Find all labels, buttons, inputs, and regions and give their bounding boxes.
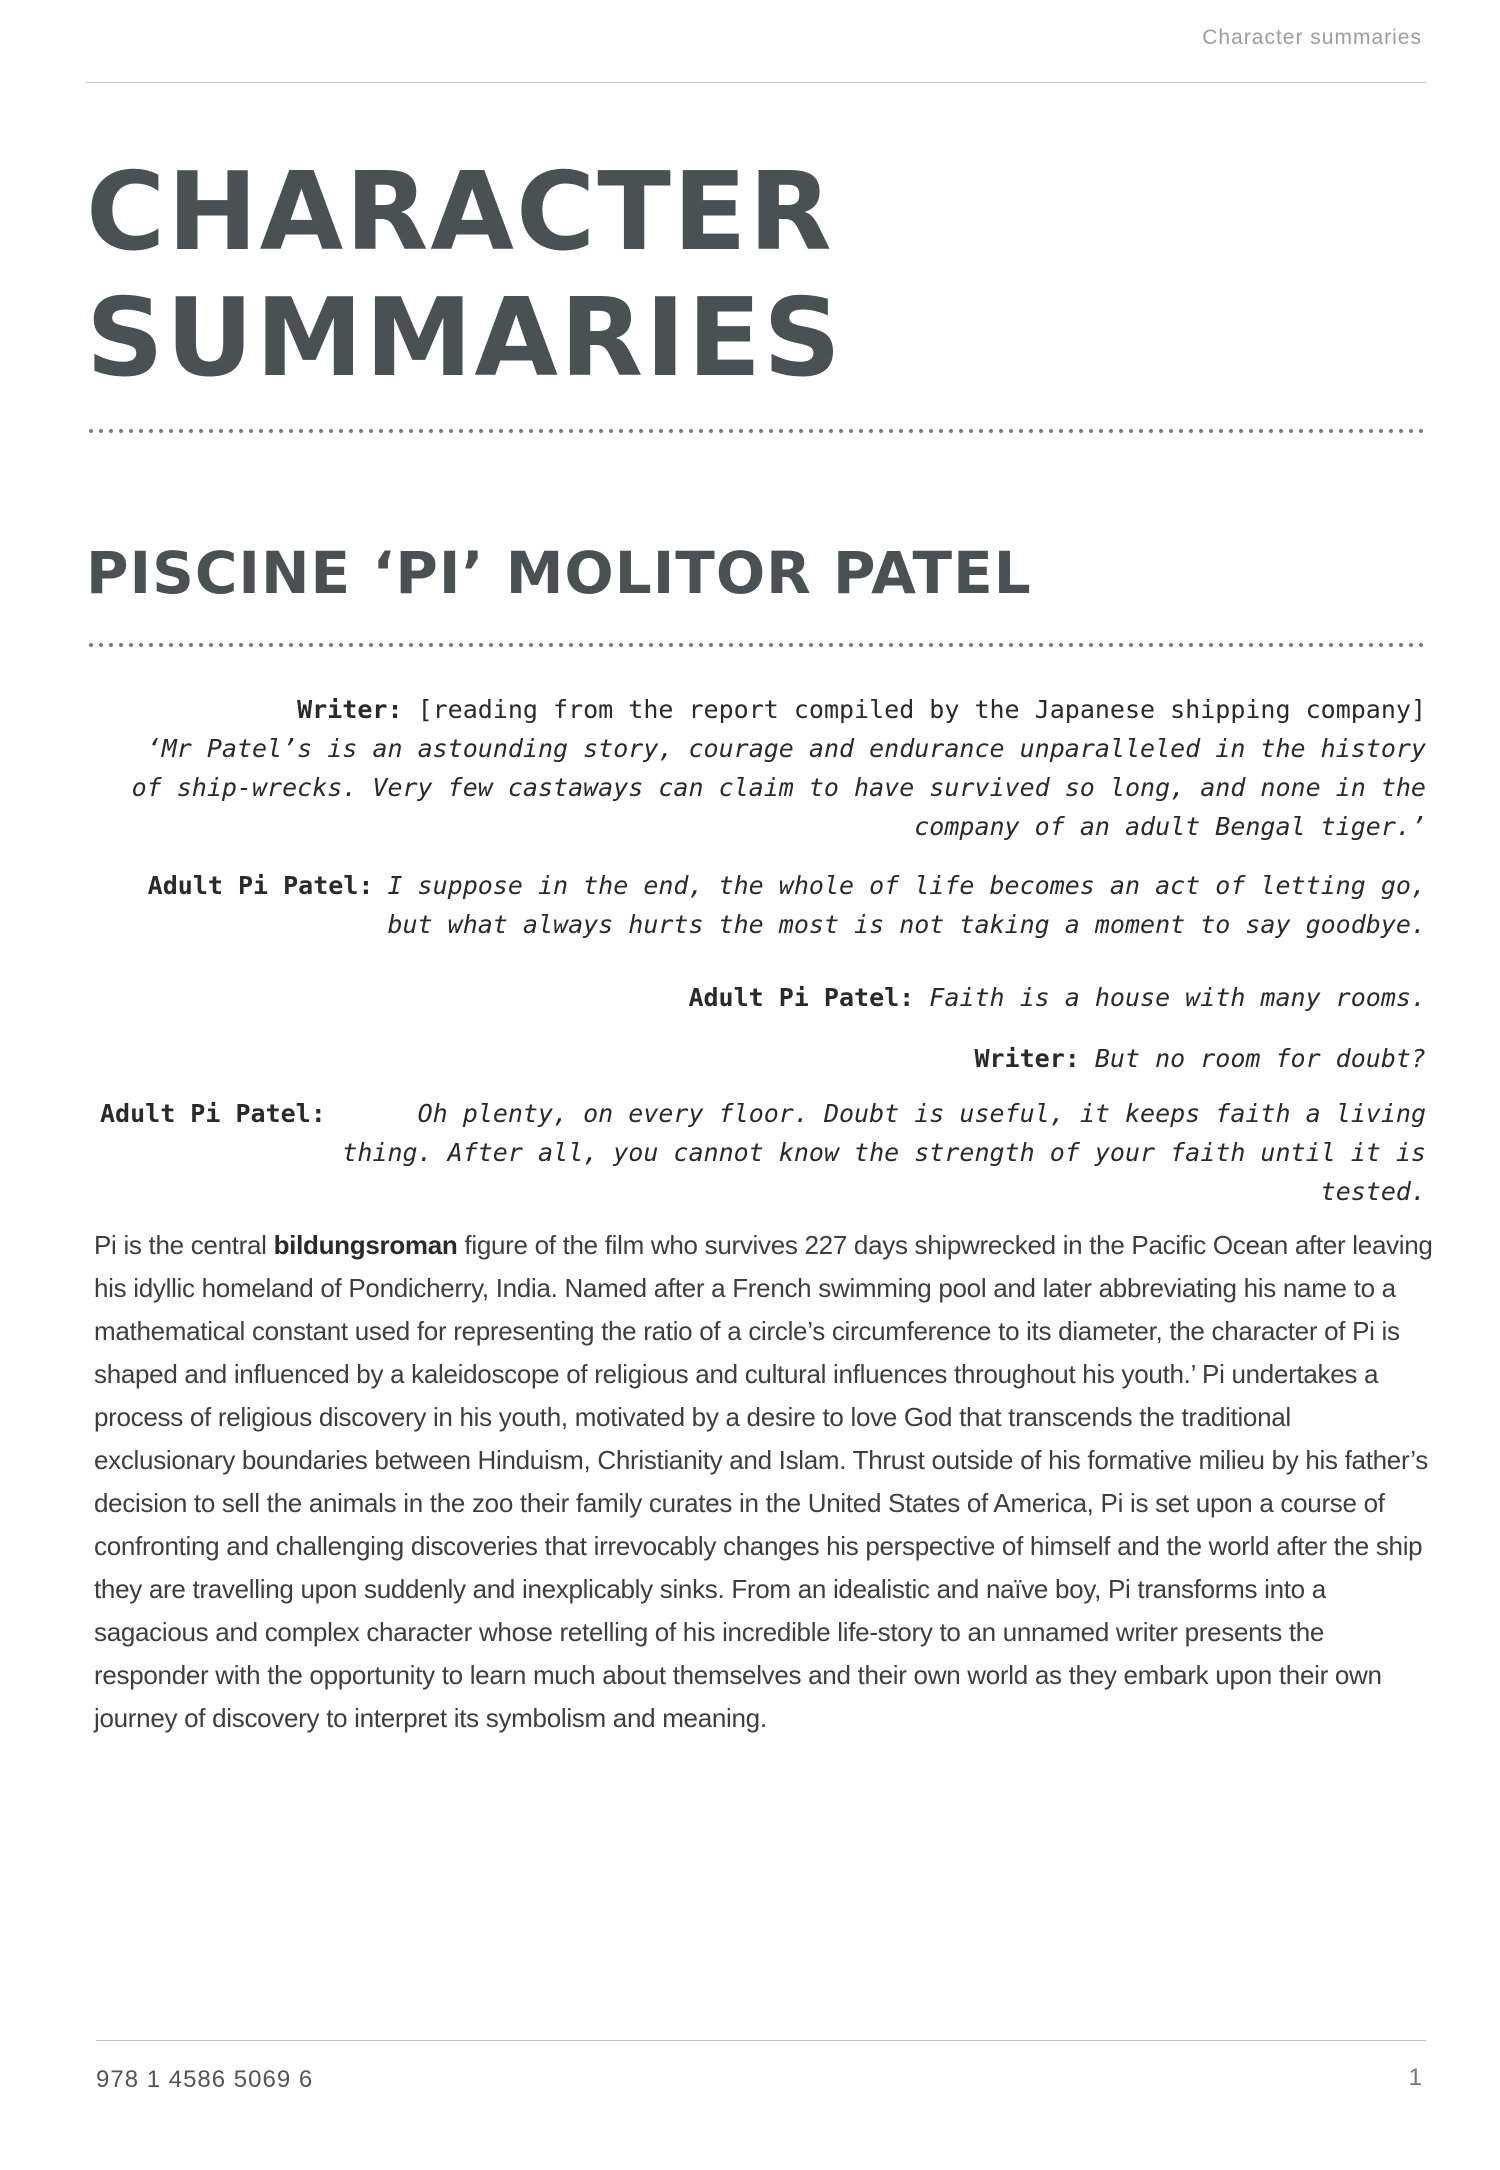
quote-speaker: Adult Pi Patel: xyxy=(688,983,915,1012)
page-title-line-1: CHARACTER xyxy=(86,150,834,275)
quote-speaker: Writer: xyxy=(974,1044,1080,1073)
quote-speaker: Writer: xyxy=(297,695,403,724)
section-heading: PISCINE ‘PI’ MOLITOR PATEL xyxy=(86,539,1032,607)
quote-body xyxy=(340,1094,1426,1211)
page-number: 1 xyxy=(1408,2064,1422,2091)
dotted-divider xyxy=(86,428,1426,434)
quote-text: But no room for doubt? xyxy=(1094,1044,1426,1073)
dotted-divider xyxy=(86,642,1426,648)
quote-line xyxy=(100,690,1426,729)
quote-line: but what always hurts the most is not taking a moment to say goodbye. xyxy=(387,910,1426,939)
quote-body xyxy=(387,866,1426,944)
quote-line: thing. After all, you cannot know the strength of your faith until it is tested. xyxy=(342,1138,1426,1206)
quote-line: ‘Mr Patel’s is an astounding story, courage and endurance unparalleled in the history xyxy=(146,734,1426,763)
page-title xyxy=(86,150,843,402)
quote-letting-go xyxy=(100,866,1426,944)
quote-no-room-for-doubt xyxy=(100,1039,1426,1078)
quote-line: company of an adult Bengal tiger.’ xyxy=(914,812,1426,841)
body-lead: Pi is the central xyxy=(94,1230,267,1260)
quote-line: I suppose in the end, the whole of life becomes an act of letting go, xyxy=(387,871,1426,900)
quote-stage-direction: [reading from the report compiled by the Japanese shipping company] xyxy=(417,695,1426,724)
body-text: figure of the film who survives 227 days shipwrecked in the Pacific Ocean after leaving his idyllic homeland of Pondicherry, India. Named after a French swimming pool and later abbreviating his name to a mathematical constant used for representing the ratio of a circle’s circumference to its diameter, the character of Pi is shaped and influenced by a kaleidoscope of religious and cultural influences throughout his youth.’ Pi undertakes a process of religious discovery in his youth, motivated by a desire to love God that transcends the traditional exclusionary boundaries between Hinduism, Christianity and Islam. Thrust outside of his formative milieu by his father’s decision to sell the animals in the zoo their family curates in the United States of America, Pi is set upon a course of confronting and challenging discoveries that irrevocably changes his perspective of himself and the world after the ship they are travelling upon suddenly and inexplicably sinks. From an idealistic and naïve boy, Pi transforms into a sagacious and complex character whose retelling of his incredible life-story to an unnamed writer presents the responder with the opportunity to learn much about themselves and their own world as they embark upon their own journey of discovery to interpret its symbolism and meaning. xyxy=(94,1230,1433,1733)
header-divider xyxy=(86,82,1426,83)
quote-writer-report xyxy=(100,690,1426,846)
running-header: Character summaries xyxy=(1202,26,1422,49)
key-term: bildungsroman xyxy=(273,1230,458,1260)
quotes-block xyxy=(100,690,1426,1211)
isbn: 978 1 4586 5069 6 xyxy=(96,2066,314,2093)
quote-text: Faith is a house with many rooms. xyxy=(929,983,1426,1012)
body-paragraph xyxy=(94,1224,1434,1740)
footer-divider xyxy=(96,2040,1426,2041)
quote-faith-house xyxy=(100,978,1426,1017)
quote-speaker: Adult Pi Patel: xyxy=(100,1099,326,1128)
quote-doubt-useful xyxy=(100,1094,1426,1211)
page-title-line-2: SUMMARIES xyxy=(86,276,843,401)
quote-speaker: Adult Pi Patel: xyxy=(147,871,374,900)
quote-line: of ship-wrecks. Very few castaways can claim to have survived so long, and none in the xyxy=(131,773,1426,802)
quote-line: Oh plenty, on every floor. Doubt is useful, it keeps faith a living xyxy=(417,1099,1426,1128)
